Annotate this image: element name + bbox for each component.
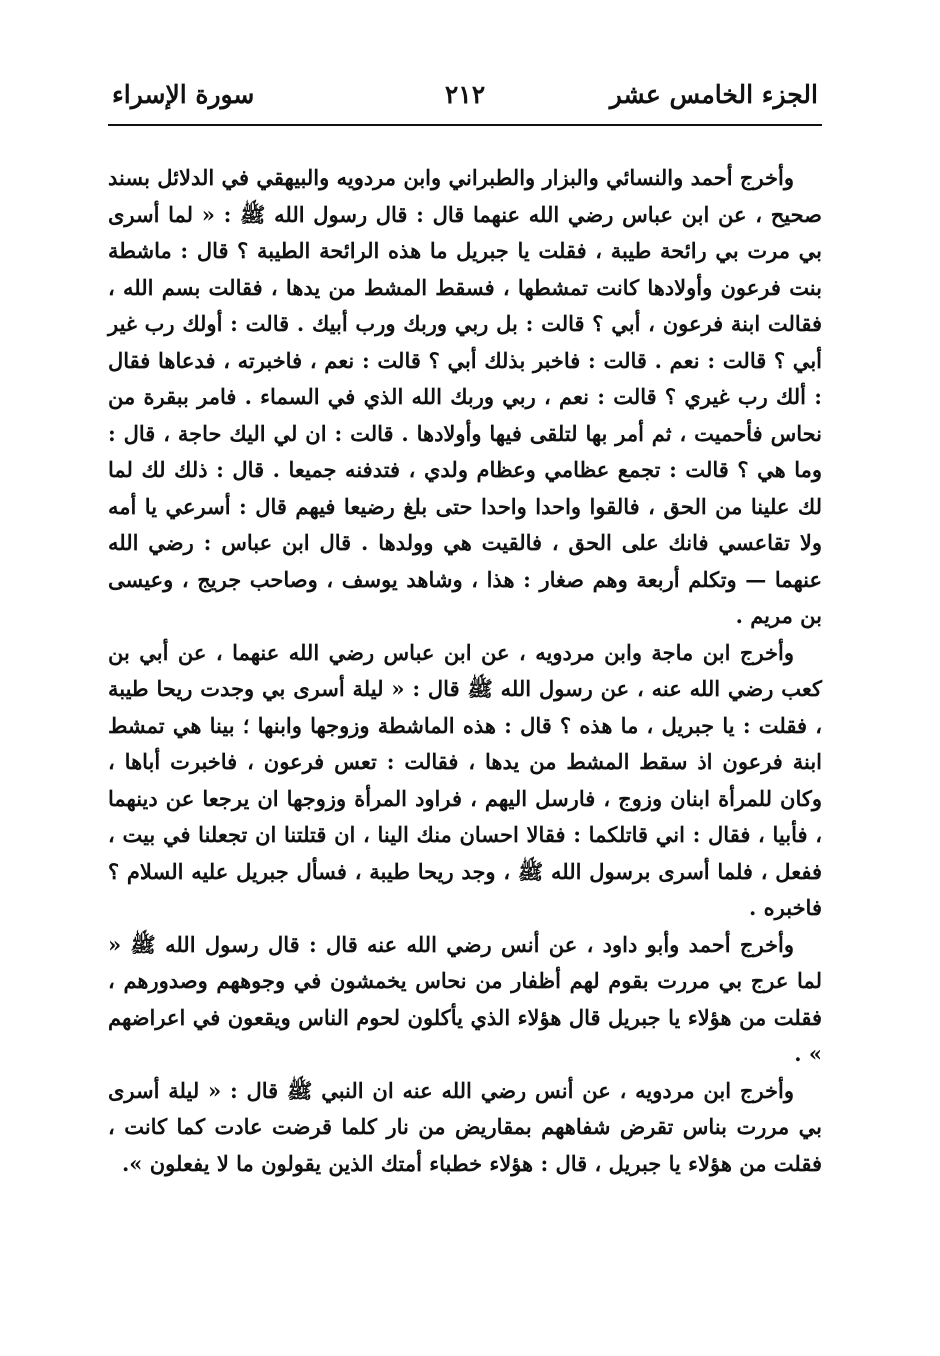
juz-label: الجزء الخامس عشر bbox=[609, 80, 818, 109]
paragraph-1: وأخرج أحمد والنسائي والبزار والطبراني وابن مردويه والبيهقي في الدلائل بسند صحيح ، عن ابن عباس رضي الله عنهما قال : قال رسول الله ﷺ : « لما أسرى بي مرت بي رائحة طيبة ، فقلت يا جبريل ما هذه الرائحة الطيبة ؟ قال : ماشطة بنت فرعون وأولادها كانت تمشطها ، فسقط المشط من يدها ، فقالت بسم الله ، فقالت ابنة فرعون ، أبي ؟ قالت : بل ربي وربك ورب أبيك . قالت : أولك رب غير أبي ؟ قالت : نعم . قالت : فاخبر بذلك أبي ؟ قالت : نعم ، فاخبرته ، فدعاها فقال : ألك رب غيري ؟ قالت : نعم ، ربي وربك الله الذي في السماء . فامر ببقرة من نحاس فأحميت ، ثم أمر بها لتلقى فيها وأولادها . قالت : ان لي اليك حاجة ، قال : وما هي ؟ قالت : تجمع عظامي وعظام ولدي ، فتدفنه جميعا . قال : ذلك لك لما لك علينا من الحق ، فالقوا واحدا واحدا حتى بلغ رضيعا فيهم قال : أسرعي يا أمه ولا تقاعسي فانك على الحق ، فالقيت هي وولدها . قال ابن عباس : رضي الله عنهما — وتكلم أربعة وهم صغار : هذا ، وشاهد يوسف ، وصاحب جريج ، وعيسى بن مريم . bbox=[108, 165, 822, 628]
page-header bbox=[108, 78, 822, 122]
surah-label: سورة الإسراء bbox=[112, 80, 255, 109]
paragraph-3: وأخرج أحمد وأبو داود ، عن أنس رضي الله عنه قال : قال رسول الله ﷺ « لما عرج بي مررت بقوم لهم أظفار من نحاس يخمشون في وجوههم وصدورهم ، فقلت من هؤلاء يا جبريل قال هؤلاء الذي يأكلون لحوم الناس ويقعون في اعراضهم » . bbox=[108, 931, 822, 1066]
paragraph-2: وأخرج ابن ماجة وابن مردويه ، عن ابن عباس رضي الله عنهما ، عن أبي بن كعب رضي الله عنه ، عن رسول الله ﷺ قال : « ليلة أسرى بي وجدت ريحا طيبة ، فقلت : يا جبريل ، ما هذه ؟ قال : هذه الماشطة وزوجها وابنها ؛ بينا هي تمشط ابنة فرعون اذ سقط المشط من يدها ، فقالت : تعس فرعون ، فاخبرت أباها ، وكان للمرأة ابنان وزوج ، فارسل اليهم ، فراود المرأة وزوجها ان يرجعا عن دينهما ، فأبيا ، فقال : اني قاتلكما : فقالا احسان منك الينا ، ان قتلتنا ان تجعلنا في بيت ، ففعل ، فلما أسرى برسول الله ﷺ ، وجد ريحا طيبة ، فسأل جبريل عليه السلام ؟ فاخبره . bbox=[108, 639, 822, 920]
page-body bbox=[108, 160, 822, 1182]
header-rule bbox=[108, 124, 822, 126]
page-number: ٢١٢ bbox=[444, 80, 486, 109]
paragraph-4: وأخرج ابن مردويه ، عن أنس رضي الله عنه ان النبي ﷺ قال : « ليلة أسرى بي مررت بناس تقرض شفاههم بمقاريض من نار كلما قرضت عادت كما كانت ، فقلت من هؤلاء يا جبريل ، قال : هؤلاء خطباء أمتك الذين يقولون ما لا يفعلون ». bbox=[108, 1077, 822, 1176]
